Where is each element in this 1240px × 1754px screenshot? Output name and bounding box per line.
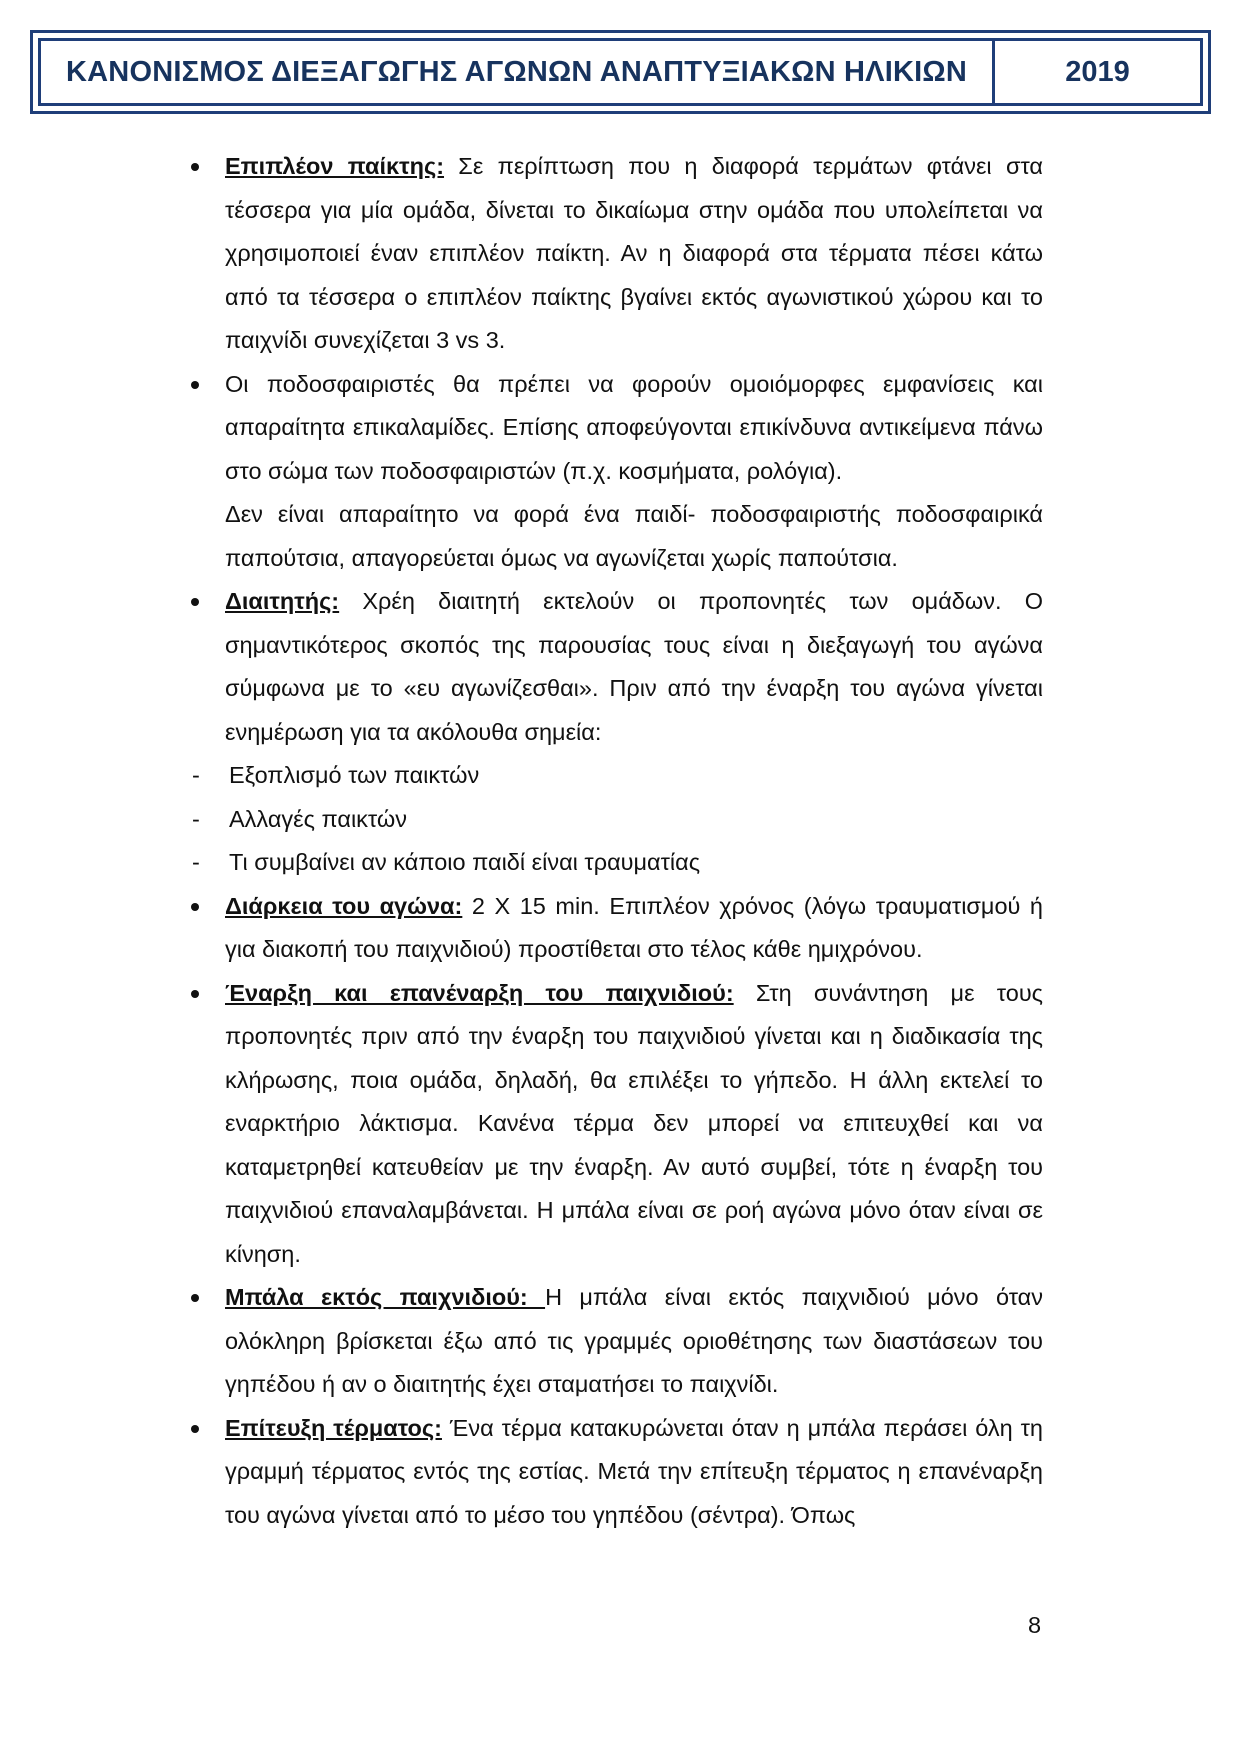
- dash-item-text: Εξοπλισμό των παικτών: [229, 762, 480, 788]
- header-title: ΚΑΝΟΝΙΣΜΟΣ ΔΙΕΞΑΓΩΓΗΣ ΑΓΩΝΩΝ ΑΝΑΠΤΥΞΙΑΚΩΝ ΗΛΙΚΙΩΝ: [41, 41, 995, 103]
- item-text: Ένα τέρμα κατακυρώνεται όταν η μπάλα περάσει όλη τη γραμμή τέρματος εντός της εστίας. Μετά την επίτευξη τέρματος η επανέναρξη του αγώνα γίνεται από το μέσο του γηπέδου (σέντρα). Όπως: [225, 1414, 1043, 1528]
- page-header: [30, 30, 1211, 114]
- dash-item-text: Αλλαγές παικτών: [229, 805, 407, 832]
- item-label: Διάρκεια του αγώνα:: [225, 892, 463, 919]
- dash-item: [225, 798, 1043, 842]
- item-label: Επίτευξη τέρματος:: [225, 1414, 442, 1441]
- item-text: Οι ποδοσφαιριστές θα πρέπει να φορούν ομοιόμορφες εμφανίσεις και απαραίτητα επικαλαμίδες. Επίσης αποφεύγονται επικίνδυνα αντικείμενα πάνω στο σώμα των ποδοσφαιριστών (π.χ. κοσμήματα, ρολόγια).: [225, 370, 1043, 484]
- item-label: Μπάλα εκτός παιχνιδιού:: [225, 1284, 546, 1310]
- bullet-item: [225, 1407, 1043, 1538]
- header-year: 2019: [1065, 55, 1130, 88]
- continuation-paragraph: [225, 493, 1043, 580]
- page-number: 8: [1028, 1612, 1042, 1638]
- item-label: Επιπλέον παίκτης:: [225, 153, 445, 179]
- bullet-item: [225, 1276, 1043, 1407]
- dash-item: [225, 754, 1043, 798]
- item-text: 2 X 15 min. Επιπλέον χρόνος (λόγω τραυματισμού ή για διακοπή του παιχνιδιού) προστίθεται στο τέλος κάθε ημιχρόνου.: [225, 892, 1043, 962]
- dash-item-text: Τι συμβαίνει αν κάποιο παιδί είναι τραυματίας: [229, 849, 701, 875]
- bullet-item: [225, 580, 1043, 754]
- bullet-item: [225, 885, 1043, 972]
- dash-item: [225, 841, 1043, 885]
- item-text: Σε περίπτωση που η διαφορά τερμάτων φτάνει στα τέσσερα για μία ομάδα, δίνεται το δικαίωμα στην ομάδα που υπολείπεται να χρησιμοποιεί έναν επιπλέον παίκτη. Αν η διαφορά στα τέρματα πέσει κάτω από τα τέσσερα ο επιπλέον παίκτης βγαίνει εκτός αγωνιστικού χώρου και το παιχνίδι συνεχίζεται 3 vs 3.: [225, 153, 1043, 353]
- item-label: Έναρξη και επανέναρξη του παιχνιδιού:: [225, 979, 734, 1006]
- header-frame: [38, 38, 1203, 106]
- document-body: [225, 145, 1043, 1537]
- bullet-item: [225, 972, 1043, 1277]
- item-text: Χρέη διαιτητή εκτελούν οι προπονητές των ομάδων. Ο σημαντικότερος σκοπός της παρουσίας τους είναι η διεξαγωγή του αγώνα σύμφωνα με το «ευ αγωνίζεσθαι». Πριν από την έναρξη του αγώνα γίνεται ενημέρωση για τα ακόλουθα σημεία:: [225, 588, 1043, 745]
- item-label: Διαιτητής:: [225, 588, 340, 614]
- item-text: Η μπάλα είναι εκτός παιχνιδιού μόνο όταν ολόκληρη βρίσκεται έξω από τις γραμμές οριοθέτησης των διαστάσεων του γηπέδου ή αν ο διαιτητής έχει σταματήσει το παιχνίδι.: [225, 1284, 1043, 1397]
- bullet-item: [225, 145, 1043, 363]
- item-text: Στη συνάντηση με τους προπονητές πριν από την έναρξη του παιχνιδιού γίνεται και η διαδικασία της κλήρωσης, ποια ομάδα, δηλαδή, θα επιλέξει το γήπεδο. Η άλλη εκτελεί το εναρκτήριο λάκτισμα. Κανένα τέρμα δεν μπορεί να επιτευχθεί και να καταμετρηθεί κατευθείαν με την έναρξη. Αν αυτό συμβεί, τότε η έναρξη του παιχνιδιού επαναλαμβάνεται. Η μπάλα είναι σε ροή αγώνα μόνο όταν είναι σε κίνηση.: [225, 979, 1043, 1267]
- item-text: Δεν είναι απαραίτητο να φορά ένα παιδί- ποδοσφαιριστής ποδοσφαιρικά παπούτσια, απαγορεύεται όμως να αγωνίζεται χωρίς παπούτσια.: [225, 501, 1043, 571]
- bullet-item: [225, 363, 1043, 494]
